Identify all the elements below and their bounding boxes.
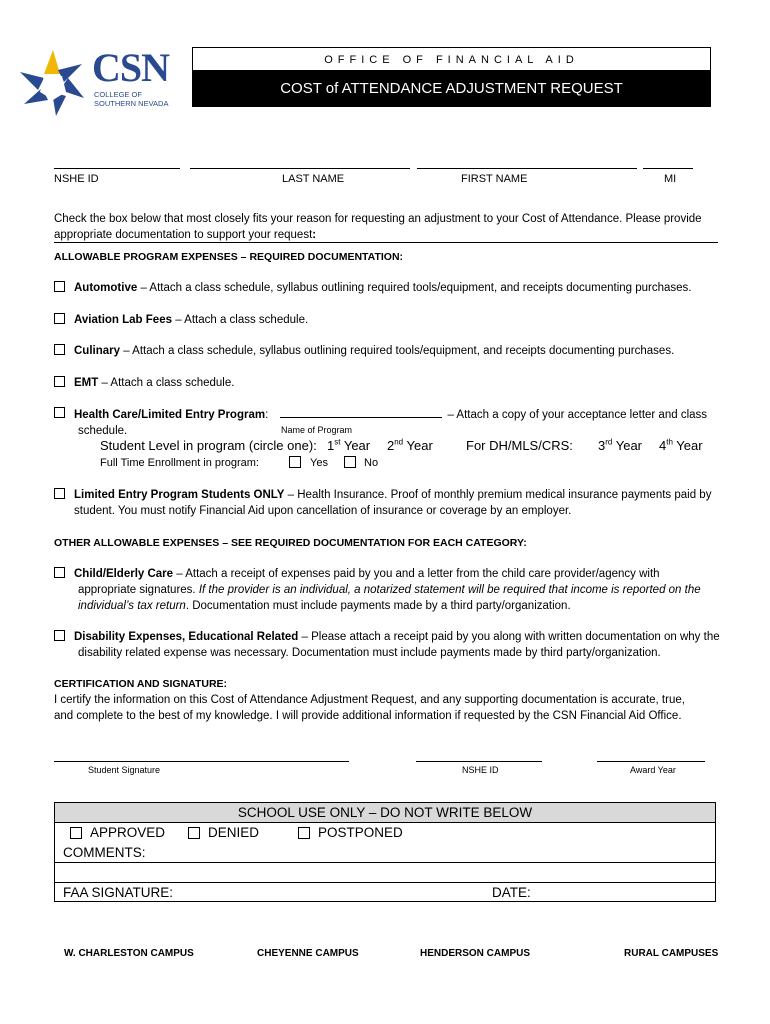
header-box (192, 47, 711, 107)
disability-text: – Please attach a receipt paid by you along with written documentation on why the (298, 631, 720, 643)
postponed-label: POSTPONED (318, 825, 403, 840)
full-time-no-checkbox[interactable] (344, 456, 356, 468)
student-level-label: Student Level in program (circle one): (100, 438, 317, 453)
emt-text: – Attach a class schedule. (98, 377, 235, 389)
child-elderly-text: – Attach a receipt of expenses paid by you and a letter from the child care provider/agency with (173, 568, 660, 580)
school-use-header: SCHOOL USE ONLY – DO NOT WRITE BELOW (55, 803, 715, 823)
last-name-line[interactable] (190, 168, 410, 169)
full-time-no-label: No (364, 457, 379, 469)
year-3-number: 3 (598, 438, 606, 453)
first-name-line[interactable] (417, 168, 637, 169)
health-care-cont: schedule. (78, 425, 128, 437)
year-3-option[interactable] (598, 438, 642, 454)
program-name-line[interactable] (280, 406, 442, 418)
emt-option (54, 375, 724, 391)
full-time-yes-label: Yes (310, 457, 328, 469)
aviation-label: Aviation Lab Fees (74, 314, 172, 326)
child-elderly-checkbox[interactable] (54, 567, 65, 578)
limited-entry-option (54, 487, 724, 519)
culinary-text: – Attach a class schedule, syllabus outlining required tools/equipment, and receipts documenting purchases. (120, 345, 675, 357)
comments-extra-row[interactable] (55, 863, 715, 883)
certification (54, 676, 724, 724)
disability-option (54, 629, 724, 661)
student-signature-line[interactable] (54, 761, 349, 762)
approved-label: APPROVED (90, 825, 166, 840)
instructions (54, 211, 724, 243)
instructions-colon: : (312, 229, 317, 241)
instructions-line-2-text: appropriate documentation to support your request (54, 229, 313, 241)
health-care-text: – Attach a copy of your acceptance letter and class (444, 409, 708, 421)
child-elderly-cont-1-text: appropriate signatures. (78, 584, 199, 596)
year-1-option[interactable] (327, 438, 370, 454)
health-care-colon: : (265, 409, 269, 421)
year-2-option[interactable] (387, 438, 433, 454)
child-elderly-cont-2-text: . Documentation must include payments made by a third party/organization. (185, 600, 571, 612)
child-elderly-cont-1 (54, 582, 724, 598)
year-2-number: 2 (387, 438, 395, 453)
culinary-option (54, 343, 724, 359)
student-level-row (100, 438, 720, 454)
health-care-label: Health Care/Limited Entry Program (74, 409, 266, 421)
year-1-number: 1 (327, 438, 335, 453)
emt-checkbox[interactable] (54, 376, 65, 387)
approved-checkbox[interactable] (70, 827, 82, 839)
year-2-suffix: Year (403, 438, 433, 453)
culinary-checkbox[interactable] (54, 344, 65, 355)
faa-signature-label: FAA SIGNATURE: (63, 885, 174, 900)
award-year-label: Award Year (630, 765, 676, 775)
denied-label: DENIED (208, 825, 260, 840)
child-elderly-italic-1: If the provider is an individual, a notarized statement will be required that income is reported on the (198, 584, 701, 596)
automotive-checkbox[interactable] (54, 281, 65, 292)
dh-mls-crs-label: For DH/MLS/CRS: (466, 438, 573, 453)
child-elderly-italic-2: individual’s tax return (78, 600, 186, 612)
certification-heading: CERTIFICATION AND SIGNATURE: (54, 678, 228, 690)
culinary-label: Culinary (74, 345, 121, 357)
disability-checkbox[interactable] (54, 630, 65, 641)
csn-star-icon (16, 46, 90, 120)
year-4-option[interactable] (659, 438, 703, 454)
disability-cont: disability related expense was necessary. Documentation must include payments made by third party/organization. (78, 647, 661, 659)
decision-row (55, 823, 715, 843)
section-1-heading: ALLOWABLE PROGRAM EXPENSES – REQUIRED DOCUMENTATION: (54, 251, 404, 263)
year-1-sup: st (334, 437, 341, 447)
logo-text: CSN (92, 45, 170, 90)
form-title: COST of ATTENDANCE ADJUSTMENT REQUEST (193, 70, 710, 107)
instructions-line-1: Check the box below that most closely fits your reason for requesting an adjustment to your Cost of Attendance. Please provide (54, 213, 702, 225)
mi-label: MI (664, 173, 677, 185)
child-elderly-label: Child/Elderly Care (74, 568, 174, 580)
footer-campus-2: CHEYENNE CAMPUS (257, 948, 359, 959)
faa-row (55, 883, 715, 903)
footer-campus-4: RURAL CAMPUSES (624, 948, 719, 959)
automotive-text: – Attach a class schedule, syllabus outlining required tools/equipment, and receipts documenting purchases. (137, 282, 692, 294)
full-time-label: Full Time Enrollment in program: (100, 457, 259, 469)
award-year-line[interactable] (597, 761, 705, 762)
name-of-program-caption: Name of Program (281, 425, 353, 435)
child-elderly-cont-2 (54, 598, 724, 614)
limited-entry-text: – Health Insurance. Proof of monthly premium medical insurance payments paid by (284, 489, 712, 501)
year-1-suffix: Year (340, 438, 371, 453)
health-care-checkbox[interactable] (54, 407, 65, 418)
first-name-label: FIRST NAME (461, 173, 528, 185)
aviation-option (54, 312, 724, 328)
office-title: OFFICE OF FINANCIAL AID (324, 54, 579, 66)
signature-nshe-line[interactable] (416, 761, 542, 762)
postponed-checkbox[interactable] (298, 827, 310, 839)
logo-subtitle-1: COLLEGE OF (94, 90, 142, 99)
aviation-text: – Attach a class schedule. (172, 314, 309, 326)
limited-entry-cont: student. You must notify Financial Aid upon cancellation of insurance or coverage by an employer. (74, 505, 572, 517)
csn-logo (16, 46, 176, 120)
year-3-suffix: Year (612, 438, 643, 453)
last-name-label: LAST NAME (282, 173, 345, 185)
aviation-checkbox[interactable] (54, 313, 65, 324)
emt-label: EMT (74, 377, 99, 389)
year-2-sup: nd (394, 437, 404, 447)
full-time-yes-checkbox[interactable] (289, 456, 301, 468)
section-2-heading: OTHER ALLOWABLE EXPENSES – SEE REQUIRED DOCUMENTATION FOR EACH CATEGORY: (54, 537, 527, 549)
school-use-box (54, 802, 716, 902)
denied-checkbox[interactable] (188, 827, 200, 839)
logo-subtitle-2: SOUTHERN NEVADA (94, 99, 169, 108)
footer-campus-1: W. CHARLESTON CAMPUS (64, 948, 194, 959)
child-elderly-option (54, 566, 724, 614)
mi-line[interactable] (643, 168, 693, 169)
footer-campus-3: HENDERSON CAMPUS (420, 948, 531, 959)
disability-label: Disability Expenses, Educational Related (74, 631, 299, 643)
date-label: DATE: (492, 885, 531, 900)
instructions-divider (54, 242, 718, 243)
year-4-number: 4 (659, 438, 667, 453)
nshe-id-label: NSHE ID (54, 173, 99, 185)
certification-line-1: I certify the information on this Cost of Attendance Adjustment Request, and any supporting documentation is accurate, true, (54, 694, 685, 706)
signature-nshe-label: NSHE ID (462, 765, 499, 775)
comments-row[interactable] (55, 843, 715, 863)
year-3-sup: rd (605, 437, 613, 447)
health-care-option (54, 406, 724, 439)
limited-entry-label: Limited Entry Program Students ONLY (74, 489, 285, 501)
student-signature-label: Student Signature (88, 765, 161, 775)
nshe-id-line[interactable] (54, 168, 180, 169)
comments-label: COMMENTS: (63, 845, 146, 860)
limited-entry-checkbox[interactable] (54, 488, 65, 499)
year-4-suffix: Year (672, 438, 703, 453)
instructions-line-2 (54, 227, 724, 243)
automotive-label: Automotive (74, 282, 138, 294)
full-time-row (100, 456, 420, 470)
certification-line-2: and complete to the best of my knowledge. I will provide additional information if requested by the CSN Financial Aid Office. (54, 710, 682, 722)
year-4-sup: th (666, 437, 673, 447)
automotive-option (54, 280, 724, 296)
